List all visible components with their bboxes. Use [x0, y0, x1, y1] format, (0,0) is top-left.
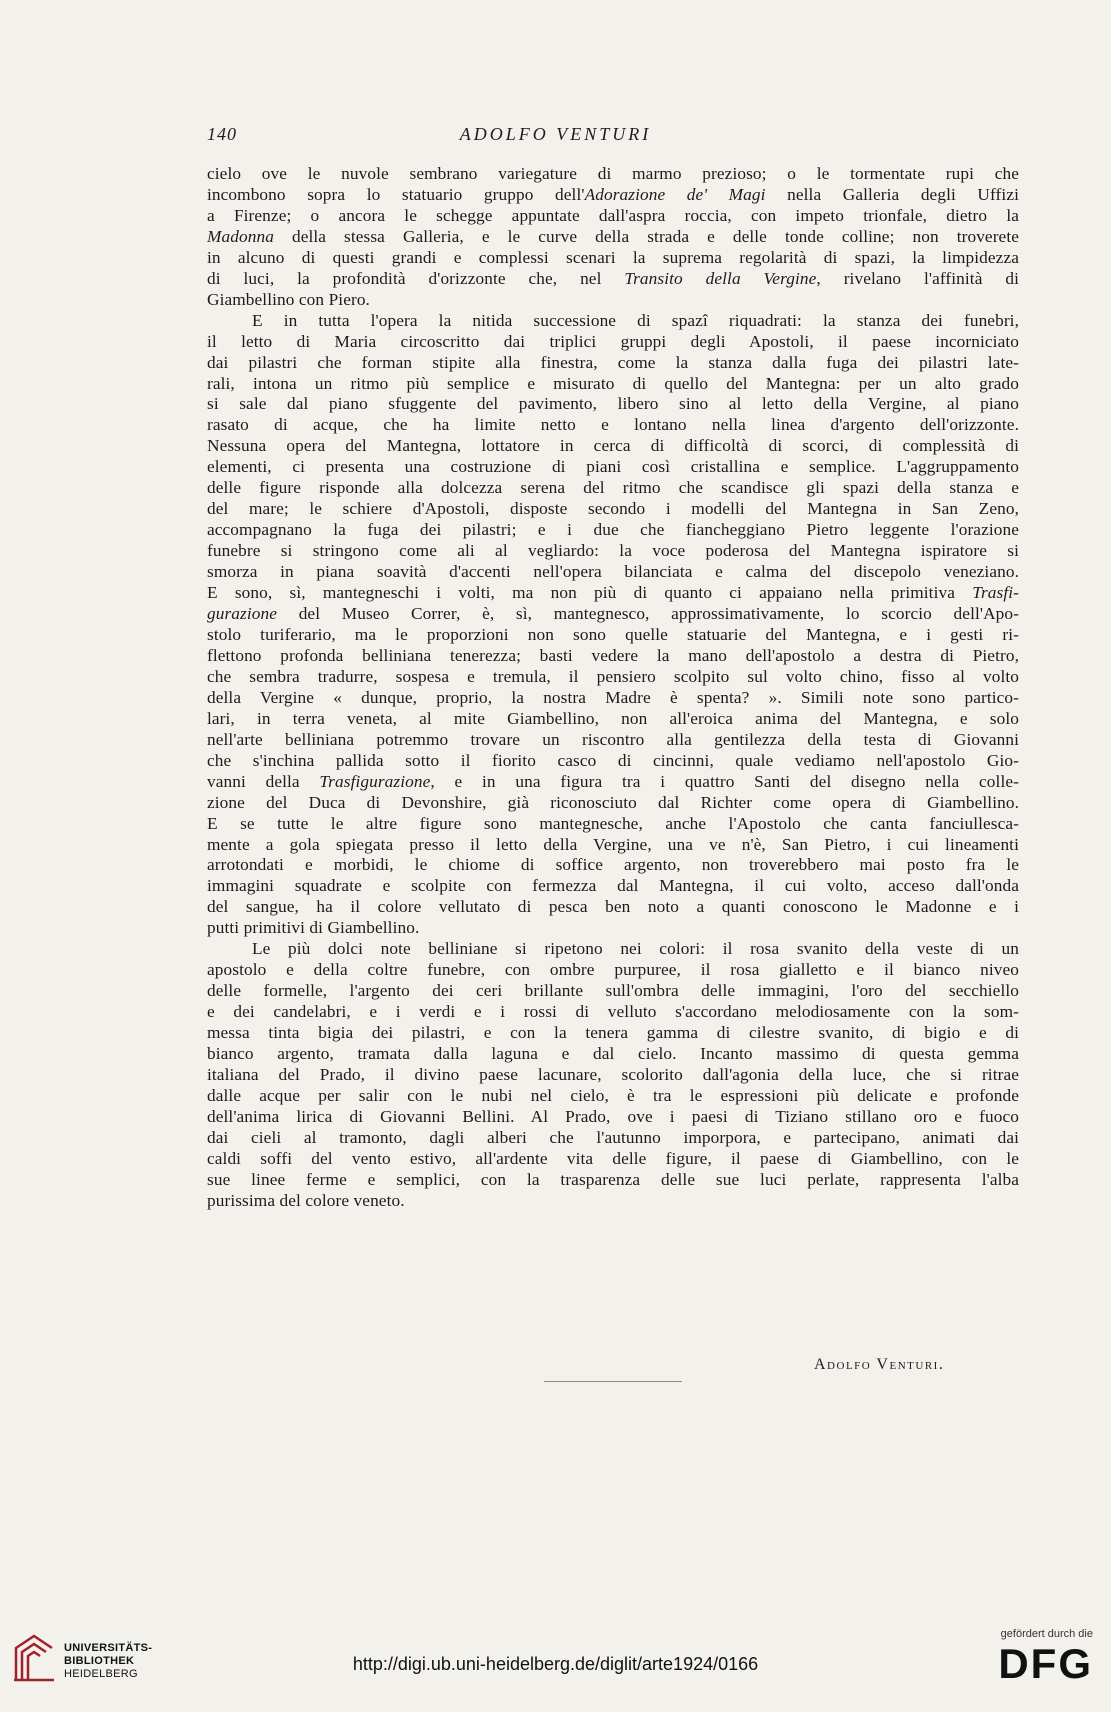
library-name-line-2: BIBLIOTHEK [64, 1655, 135, 1667]
text-line: dai cieli al tramonto, dagli alberi che l'autunno imporpora, e partecipano, animati dai [207, 1127, 1019, 1147]
text-line: in alcuno di questi grandi e complessi scenari la suprema regolarità di spazi, la limpidezza [207, 247, 1019, 267]
text-line: cielo ove le nuvole sembrano variegature di marmo prezioso; o le tormentate rupi che [207, 164, 1019, 183]
text-line: rasato di acque, che ha limite netto e lontano nella linea d'argento dell'orizzonte. [207, 415, 1019, 435]
text-line: incombono sopra lo statuario gruppo dell'Adorazione de' Magi nella Galleria degli Uffizi [207, 184, 1019, 204]
text-line: mente a gola spiegata presso il letto della Vergine, una ve n'è, San Pietro, i cui lineamenti [207, 834, 1019, 854]
text-line: nell'arte belliniana potremmo trovare un riscontro alla gentilezza della testa di Giovanni [207, 729, 1019, 749]
text-line: funebre si stringono come ali al vegliardo: la voce poderosa del Mantegna ispiratore si [207, 541, 1019, 561]
funder-note: gefördert durch die [1000, 1628, 1093, 1640]
library-name-line-3: HEIDELBERG [64, 1668, 138, 1680]
permalink-url[interactable]: http://digi.ub.uni-heidelberg.de/diglit/arte1924/0166 [352, 1654, 759, 1674]
text-line: Nessuna opera del Mantegna, lottatore in cerca di difficoltà di scorci, di complessità di [207, 436, 1019, 456]
text-line: messa tinta bigia dei pilastri, e con la tenera gamma di cilestre svanito, di bigio e di [207, 1023, 1019, 1043]
text-line: accompagnano la fuga dei pilastri; e i due che fiancheggiano Pietro leggente l'orazione [207, 520, 1019, 540]
text-line: rali, intona un ritmo più semplice e misurato di quello del Mantegna: per un alto grado [207, 373, 1019, 393]
text-line: si sale dal piano sfuggente del pavimento, libero sino al letto della Vergine, al piano [207, 394, 1019, 414]
text-line: il letto di Maria circoscritto dai triplici gruppi degli Apostoli, il paese incorniciato [207, 331, 1019, 351]
text-line: a Firenze; o ancora le schegge appuntate dall'aspra roccia, con impeto trionfale, dietro la [207, 205, 1019, 225]
text-line: elementi, ci presenta una costruzione di piani così cristallina e semplice. L'aggruppamento [207, 457, 1019, 477]
text-line: vanni della Trasfigurazione, e in una figura tra i quattro Santi del disegno nella colle- [207, 771, 1019, 791]
digitization-footer [0, 1628, 1111, 1712]
text-line: sue linee ferme e semplici, con la trasparenza delle sue luci perlate, rappresenta l'alba [207, 1169, 1019, 1189]
text-line: del sangue, ha il colore vellutato di pesca ben noto a quanti conoscono le Madonne e i [207, 897, 1019, 917]
text-line: Giambellino con Piero. [207, 289, 370, 309]
text-line: Le più dolci note belliniane si ripetono nei colori: il rosa svanito della veste di un [252, 939, 1019, 959]
text-line: E se tutte le altre figure sono mantegnesche, anche l'Apostolo che canta fanciullesca- [207, 813, 1019, 833]
library-name-line-1: UNIVERSITÄTS- [64, 1642, 153, 1654]
text-line: immagini squadrate e scolpite con fermezza dal Mantegna, il cui volto, acceso dall'onda [207, 876, 1019, 896]
text-line: arrotondati e morbidi, le chiome di soffice argento, non troverebbero mai posto fra le [207, 855, 1019, 875]
text-line: caldi soffi del vento estivo, all'ardente vita delle figure, il paese di Giambellino, con le [207, 1148, 1019, 1168]
text-line: dell'anima lirica di Giovanni Bellini. Al Prado, ove i paesi di Tiziano stillano oro e fuoco [207, 1106, 1019, 1126]
text-line: bianco argento, tramata dalla laguna e dal cielo. Incanto massimo di questa gemma [207, 1044, 1019, 1064]
text-line: smorza in piana soavità d'accenti nell'opera bilanciata e calma del discepolo veneziano. [207, 562, 1019, 582]
text-line: del mare; le schiere d'Apostoli, disposte secondo i modelli del Mantegna in San Zeno, [207, 499, 1019, 519]
text-line: apostolo e della coltre funebre, con ombre purpuree, il rosa gialletto e il bianco niveo [207, 960, 1019, 980]
text-line: lari, in terra veneta, al mite Giambellino, non all'eroica anima del Mantegna, e solo [207, 708, 1019, 728]
text-line: purissima del colore veneto. [207, 1190, 405, 1210]
text-line: delle figure risponde alla dolcezza serena del ritmo che scandisce gli spazi della stanza e [207, 478, 1019, 498]
funder-block[interactable] [973, 1628, 1093, 1686]
text-line: gurazione del Museo Correr, è, sì, mantegnesco, approssimativamente, lo scorcio dell'Apo- [207, 604, 1019, 624]
text-line: E in tutta l'opera la nitida successione di spazî riquadrati: la stanza dei funebri, [252, 310, 1019, 330]
page-header [0, 124, 1111, 154]
text-line: E sono, sì, mantegneschi i volti, ma non più di quanto ci appaiano nella primitiva Trasfi- [207, 583, 1019, 603]
text-line: italiana del Prado, il divino paese lacunare, scolorito dall'agonia della luce, che si ritrae [207, 1064, 1019, 1084]
running-head: ADOLFO VENTURI [459, 124, 652, 144]
text-line: flettono profonda belliniana tenerezza; basti vedere la mano dell'apostolo a destra di Pietro, [207, 645, 1019, 665]
text-line: della Vergine « dunque, proprio, la nostra Madre è spenta? ». Simili note sono partico- [207, 687, 1019, 707]
text-line: di luci, la profondità d'orizzonte che, nel Transito della Vergine, rivelano l'affinità di [207, 268, 1019, 288]
text-line: zione del Duca di Devonshire, già riconosciuto dal Richter come opera di Giambellino. [207, 792, 1019, 812]
author-signature: Adolfo Venturi. [814, 1356, 945, 1373]
text-line: che s'inchina pallida sotto il fiorito casco di cincinni, quale vediamo nell'apostolo Gio- [207, 750, 1019, 770]
text-line: dalle acque per salir con le nubi nel cielo, è tra le espressioni più delicate e profonde [207, 1085, 1019, 1105]
text-line: putti primitivi di Giambellino. [207, 918, 420, 938]
closing-rule [544, 1381, 682, 1382]
article-body [207, 164, 1019, 1212]
text-line: Madonna della stessa Galleria, e le curve della strada e delle tonde colline; non troverete [207, 226, 1019, 246]
text-line: stolo turiferario, ma le proporzioni non sono quelle statuarie del Mantegna, e i gesti ri- [207, 624, 1019, 644]
page-number: 140 [207, 124, 237, 144]
text-line: e dei candelabri, e i verdi e i rossi di velluto s'accordano melodiosamente con la som- [207, 1002, 1019, 1022]
dfg-logo: DFG [998, 1640, 1093, 1687]
text-line: che sembra tradurre, sospesa e tremula, il pensiero scolpito sul volto chino, fisso al volto [207, 666, 1019, 686]
text-line: delle formelle, l'argento dei ceri brillante sull'ombra delle immagini, l'oro del secchiello [207, 981, 1019, 1001]
text-line: dai pilastri che forman stipite alla finestra, come la stanza dalla fuga dei pilastri late- [207, 352, 1019, 372]
